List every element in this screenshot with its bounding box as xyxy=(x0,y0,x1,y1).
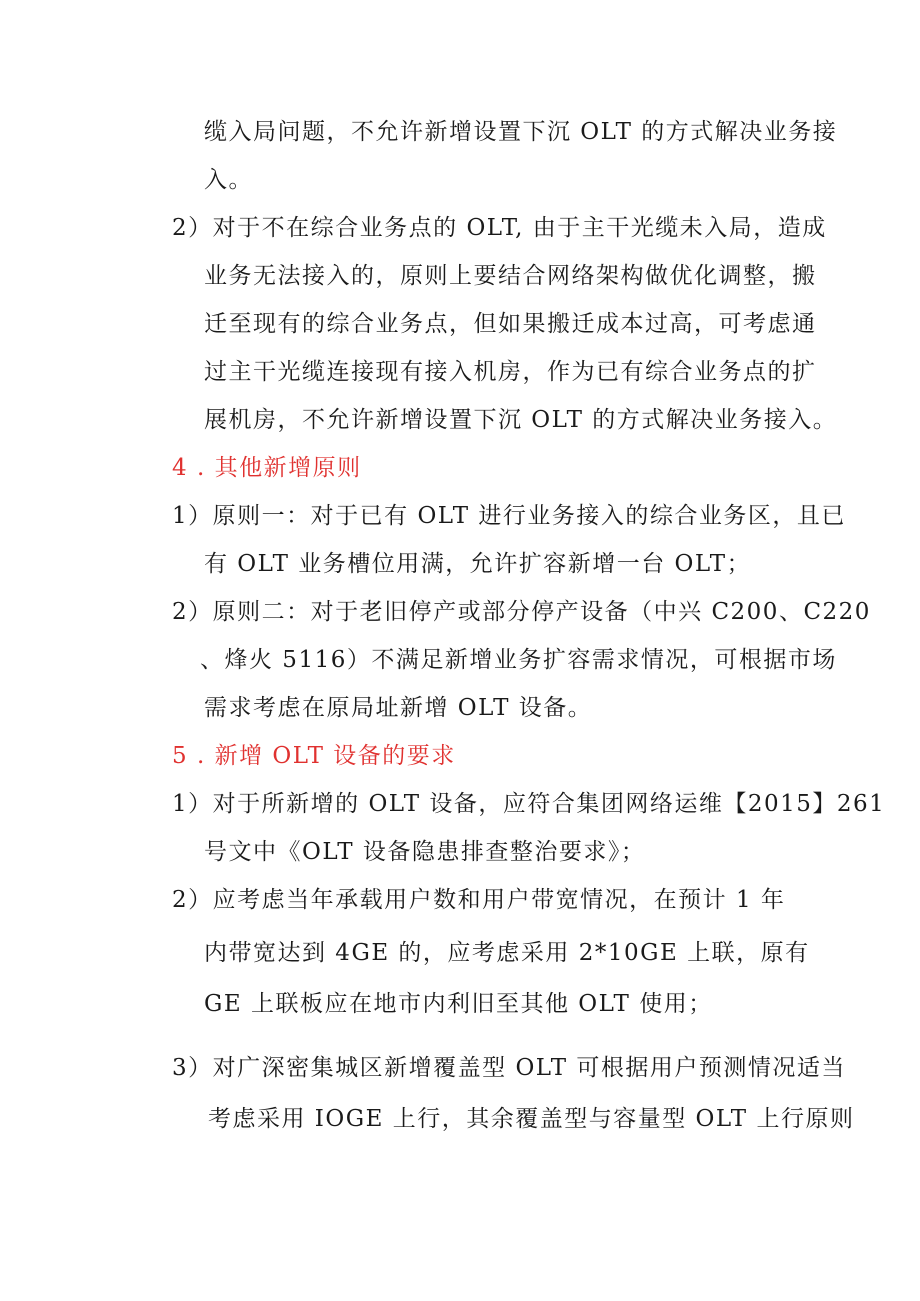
paragraph-line: 迁至现有的综合业务点，但如果搬迁成本过高，可考虑通 xyxy=(204,311,817,337)
paragraph-line: 入。 xyxy=(204,167,253,193)
paragraph-line: 缆入局问题，不允许新增设置下沉 OLT 的方式解决业务接 xyxy=(204,119,838,145)
paragraph-line: 考虑采用 IOGE 上行，其余覆盖型与容量型 OLT 上行原则 xyxy=(208,1106,855,1132)
paragraph-line: 需求考虑在原局址新增 OLT 设备。 xyxy=(204,695,593,721)
list-item-line: 2）原则二：对于老旧停产或部分停产设备（中兴 C200、C220 xyxy=(172,599,871,625)
paragraph-line: 号文中《OLT 设备隐患排查整治要求》； xyxy=(204,839,646,865)
list-item-line: 2）对于不在综合业务点的 OLT, 由于主干光缆未入局，造成 xyxy=(172,215,827,241)
paragraph-line: 展机房，不允许新增设置下沉 OLT 的方式解决业务接入。 xyxy=(204,407,838,433)
list-item-line: 2）应考虑当年承载用户数和用户带宽情况，在预计 1 年 xyxy=(172,887,786,913)
list-item-line: 3）对广深密集城区新增覆盖型 OLT 可根据用户预测情况适当 xyxy=(172,1055,846,1081)
list-item-line: 1）原则一：对于已有 OLT 进行业务接入的综合业务区，且已 xyxy=(172,503,846,529)
paragraph-line: 过主干光缆连接现有接入机房，作为已有综合业务点的扩 xyxy=(204,359,817,385)
paragraph-line: 、烽火 5116）不满足新增业务扩容需求情况，可根据市场 xyxy=(200,647,837,673)
paragraph-line: 内带宽达到 4GE 的，应考虑采用 2*10GE 上联，原有 xyxy=(204,940,810,966)
section-heading: 4 . 其他新增原则 xyxy=(172,455,362,481)
paragraph-line: 有 OLT 业务槽位用满，允许扩容新增一台 OLT； xyxy=(204,551,752,577)
paragraph-line: 业务无法接入的，原则上要结合网络架构做优化调整，搬 xyxy=(204,263,817,289)
section-heading: 5 . 新增 OLT 设备的要求 xyxy=(172,743,456,769)
paragraph-line: GE 上联板应在地市内利旧至其他 OLT 使用； xyxy=(204,991,713,1017)
list-item-line: 1）对于所新增的 OLT 设备，应符合集团网络运维【2015】261 xyxy=(172,791,886,817)
